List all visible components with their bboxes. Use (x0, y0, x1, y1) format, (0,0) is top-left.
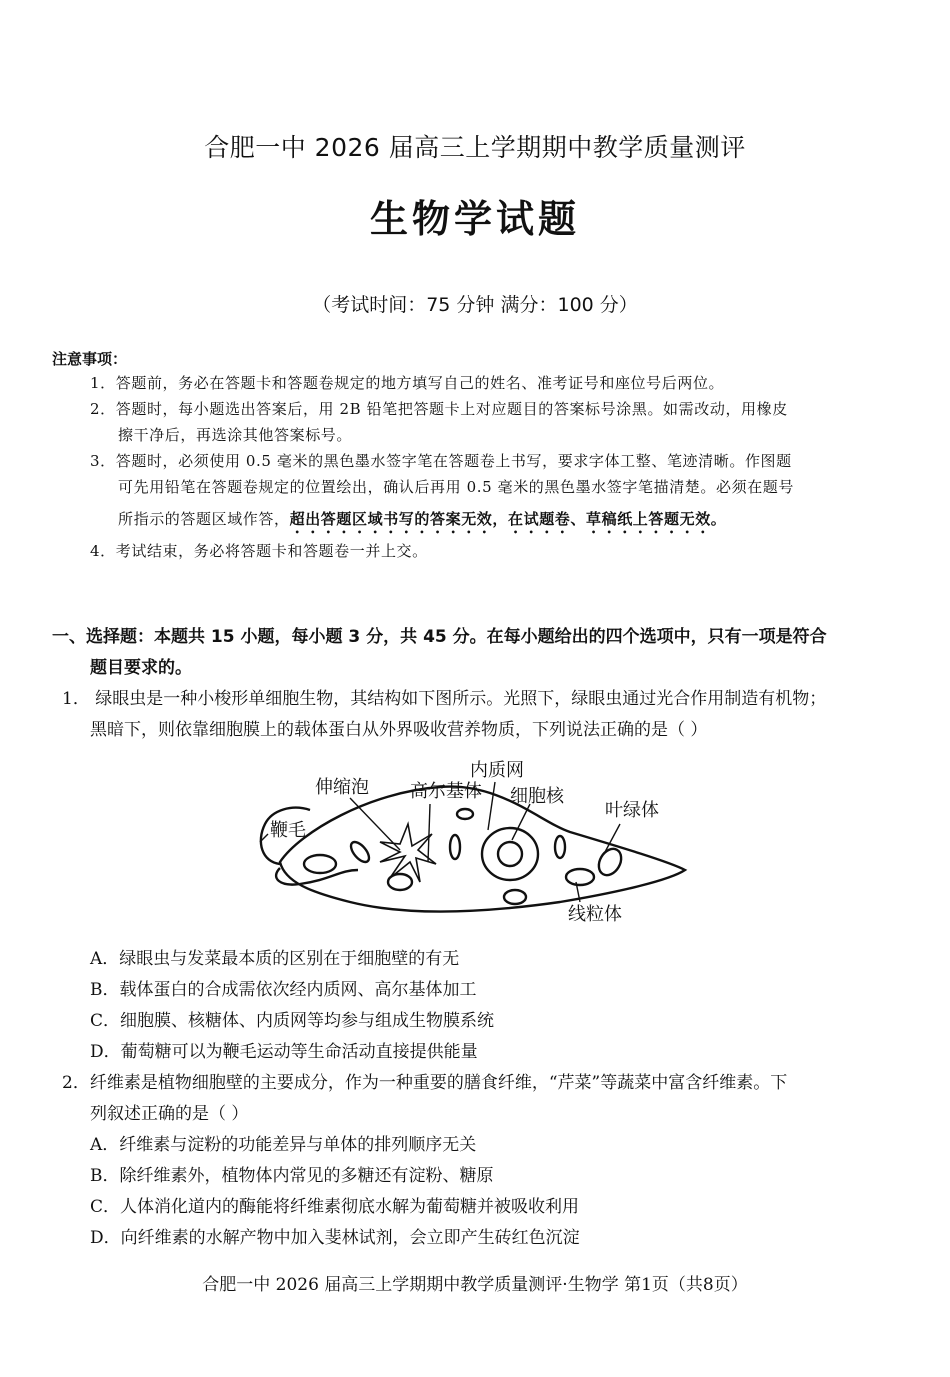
notice-item-4: 4．考试结束，务必将答题卡和答题卷一并上交。 (90, 542, 428, 560)
exam-title: 合肥一中 2026 届高三上学期期中教学质量测评 (204, 133, 746, 162)
question-2-stem: 2．纤维素是植物细胞壁的主要成分，作为一种重要的膳食纤维，“芹菜”等蔬菜中富含纤维素。下 (62, 1073, 788, 1093)
exam-time-info: （考试时间：75 分钟 满分：100 分） (312, 294, 638, 316)
label-chloroplast: 叶绿体 (605, 800, 659, 821)
question-2-option-b: B．除纤维素外，植物体内常见的多糖还有淀粉、糖原 (90, 1166, 494, 1186)
notice-emphasis: 超出答题区域书写的答案无效，在试题卷、草稿纸上答题无效。 (289, 510, 727, 528)
question-2-option-c: C．人体消化道内的酶能将纤维素彻底水解为葡萄糖并被吸收利用 (90, 1197, 580, 1217)
question-1-option-d: D．葡萄糖可以为鞭毛运动等生命活动直接提供能量 (90, 1042, 478, 1062)
notice-item-3-last (118, 506, 726, 537)
page-footer: 合肥一中 2026 届高三上学期期中教学质量测评·生物学 第1页（共8页） (202, 1275, 748, 1295)
notice-item-3-cont: 可先用铅笔在答题卷规定的位置绘出，确认后再用 0.5 毫米的黑色墨水签字笔描清楚。必须在题号 (118, 478, 794, 496)
label-contractile-vacuole: 伸缩泡 (315, 777, 369, 798)
leader-er (488, 782, 495, 830)
notice-heading: 注意事项： (52, 350, 128, 368)
question-1-option-b: B．载体蛋白的合成需依次经内质网、高尔基体加工 (90, 980, 477, 1000)
question-2-stem-cont: 列叙述正确的是（ ） (90, 1104, 249, 1124)
question-2-option-d: D．向纤维素的水解产物中加入斐林试剂，会立即产生砖红色沉淀 (90, 1228, 580, 1248)
nucleus (482, 828, 538, 880)
euglena-diagram (240, 752, 690, 937)
question-1-option-c: C．细胞膜、核糖体、内质网等均参与组成生物膜系统 (90, 1011, 495, 1031)
question-1-option-a: A．绿眼虫与发菜最本质的区别在于细胞壁的有无 (90, 949, 460, 969)
notice-item-3: 3．答题时，必须使用 0.5 毫米的黑色墨水签字笔在答题卷上书写，要求字体工整、笔迹清晰。作图题 (90, 452, 792, 470)
notice-item-3-last-text: 所指示的答题区域作答， (118, 510, 290, 528)
section-1-line-2: 题目要求的。 (90, 658, 192, 678)
label-er: 内质网 (470, 760, 524, 781)
notice-item-2-cont: 擦干净后，再选涂其他答案标号。 (118, 426, 353, 444)
notice-item-1: 1．答题前，务必在答题卡和答题卷规定的地方填写自己的姓名、准考证号和座位号后两位。 (90, 374, 725, 392)
section-1-line-1: 一、选择题：本题共 15 小题，每小题 3 分，共 45 分。在每小题给出的四个选项中，只有一项是符合 (52, 627, 827, 647)
label-mitochondria: 线粒体 (568, 904, 622, 925)
label-flagellum: 鞭毛 (270, 820, 306, 841)
question-2-option-a: A．纤维素与淀粉的功能差异与单体的排列顺序无关 (90, 1135, 477, 1155)
question-1-stem: 1． 绿眼虫是一种小梭形单细胞生物，其结构如下图所示。光照下，绿眼虫通过光合作用制造有机物； (62, 689, 827, 709)
subject-title: 生物学试题 (369, 196, 580, 241)
label-golgi: 高尔基体 (410, 781, 482, 802)
question-1-stem-cont: 黑暗下，则依靠细胞膜上的载体蛋白从外界吸收营养物质，下列说法正确的是（ ） (90, 720, 708, 740)
section-1-heading (52, 622, 904, 684)
label-nucleus: 细胞核 (510, 786, 564, 807)
leader-golgi (428, 804, 430, 862)
notice-item-2: 2．答题时，每小题选出答案后，用 2B 铅笔把答题卡上对应题目的答案标号涂黑。如需改动，用橡皮 (90, 400, 788, 418)
